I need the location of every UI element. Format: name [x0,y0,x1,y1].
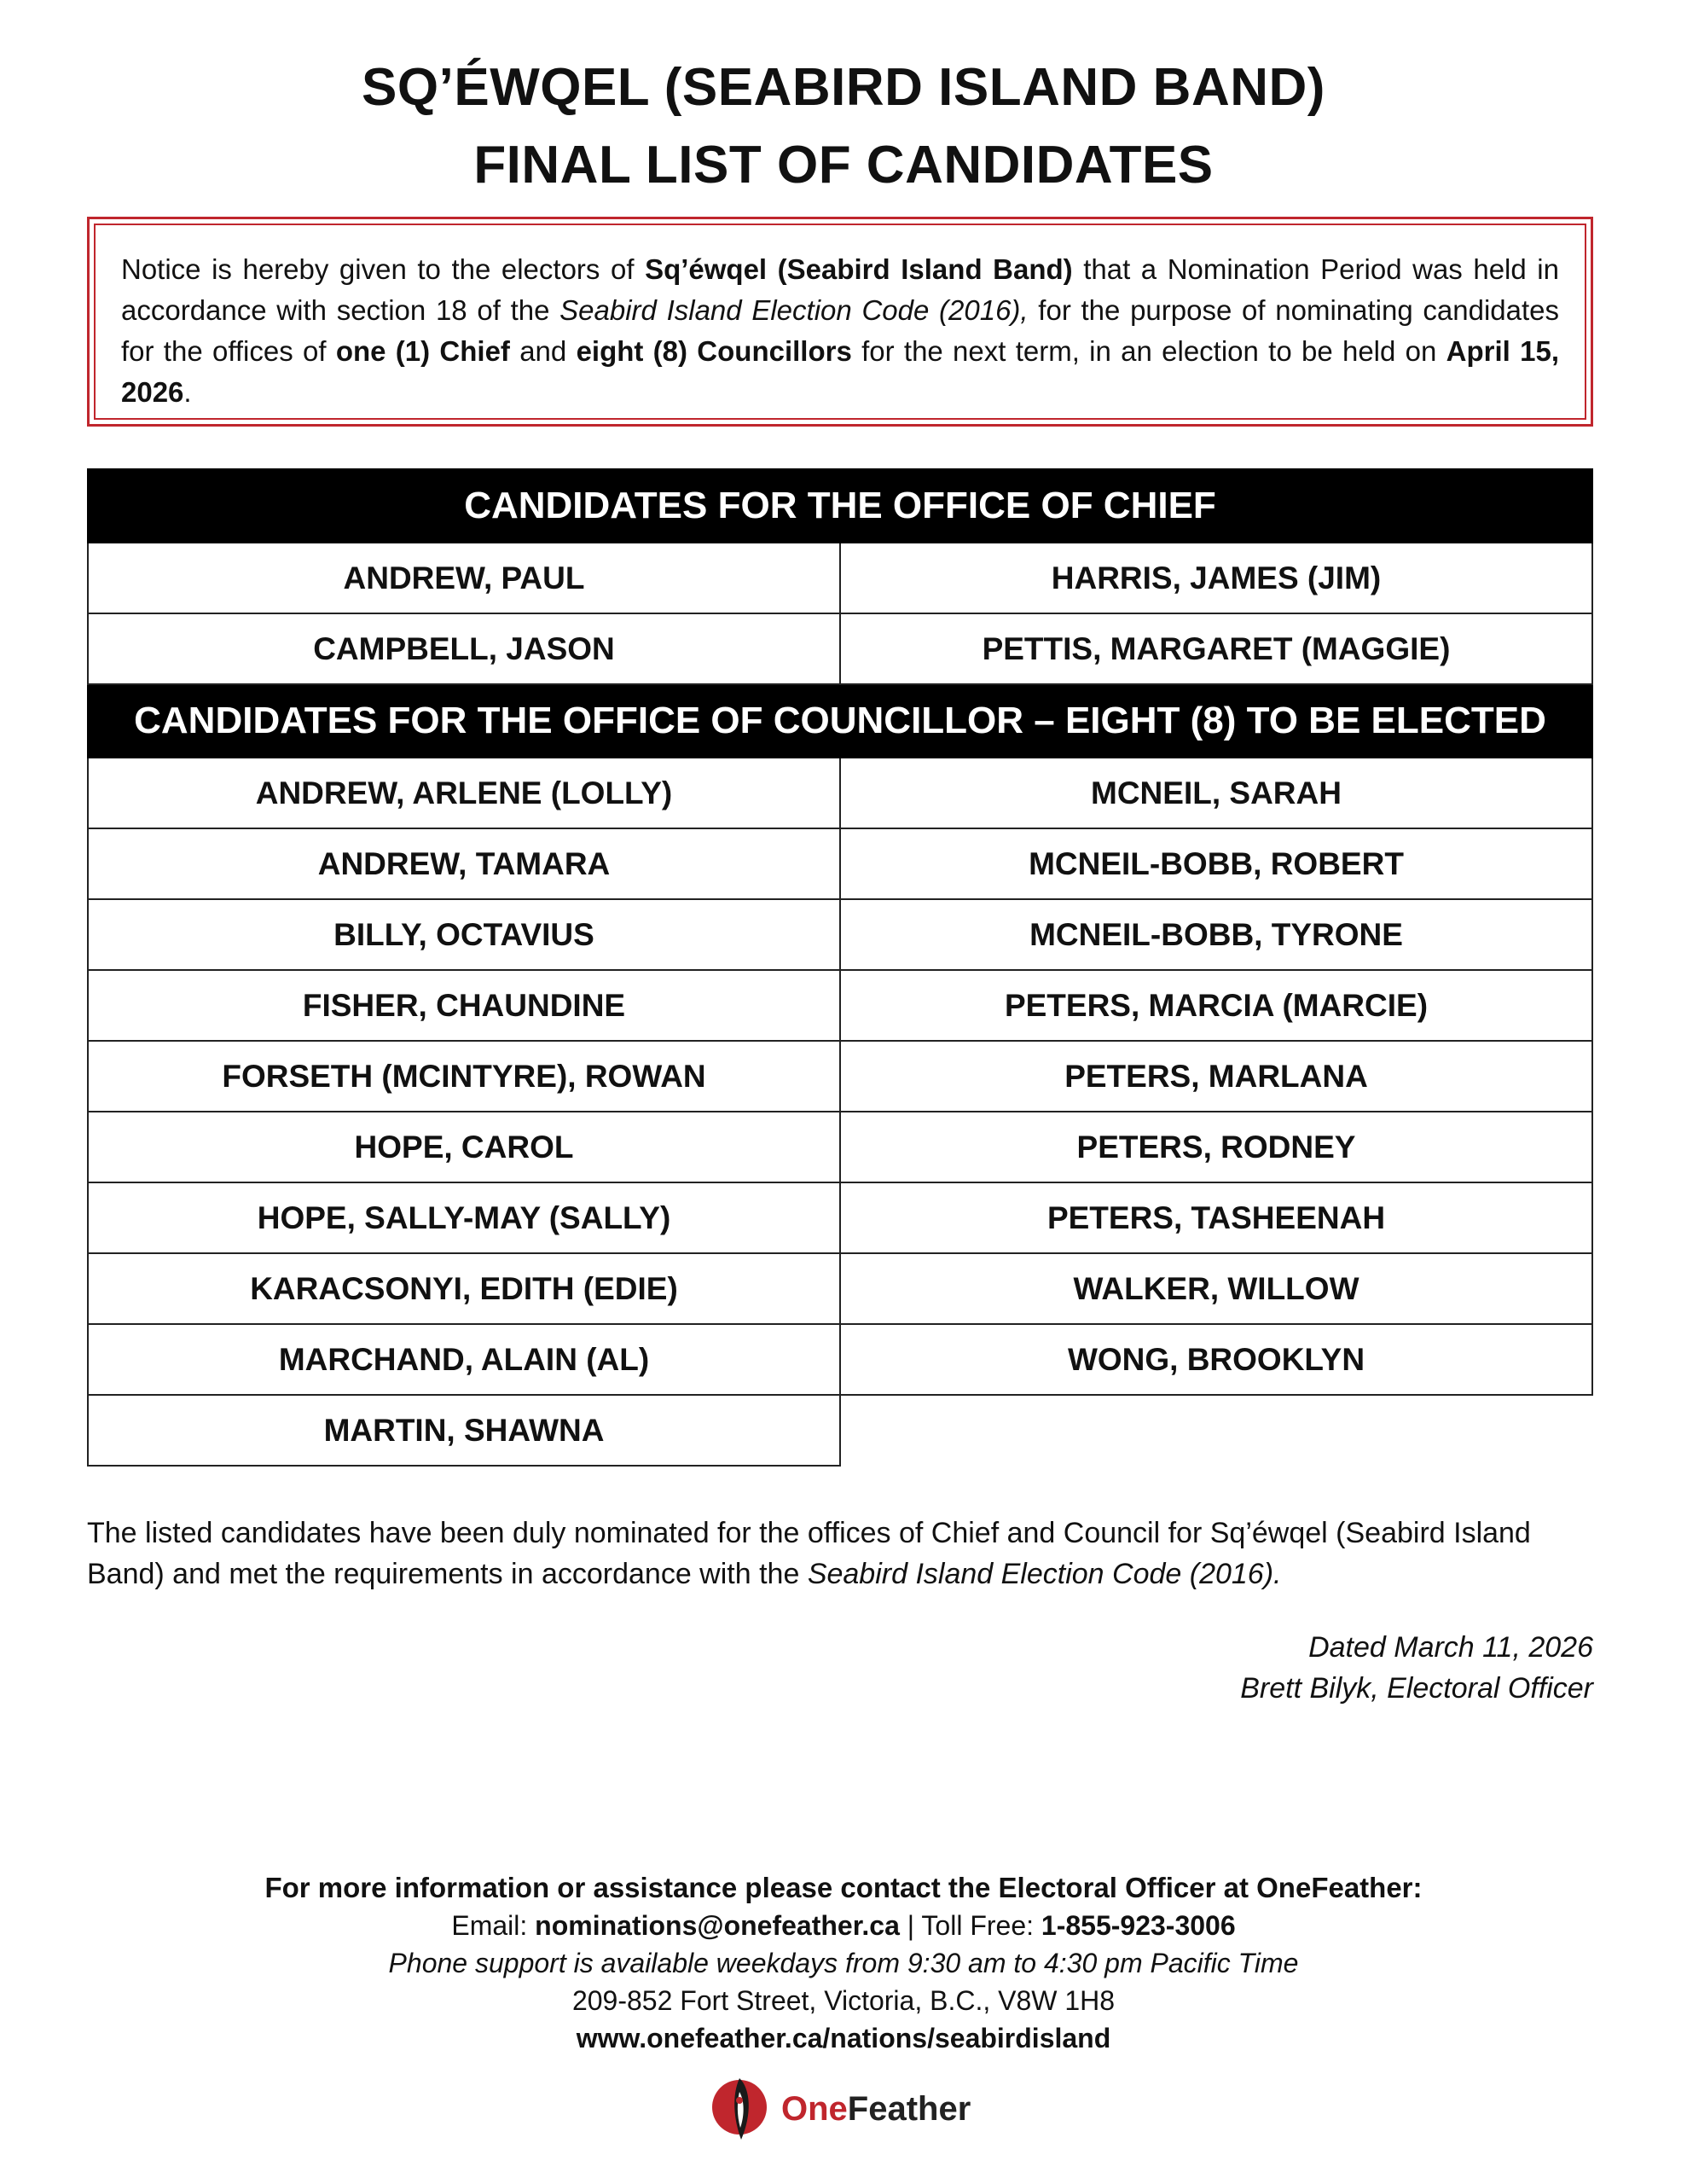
councillor-candidate: BILLY, OCTAVIUS [88,899,840,970]
closing-statement: The listed candidates have been duly nominated for the offices of Chief and Council for Sq’éwqel (Seabird Island Band) and met the requirements in accordance with the Seabird Island Election Code (2016). [87,1517,1531,1590]
table-row [88,1041,1592,1112]
officer-line: Brett Bilyk, Electoral Officer [1240,1672,1593,1705]
chief-candidate: HARRIS, JAMES (JIM) [840,543,1592,613]
candidates-table [87,468,1593,1467]
notice-box [87,217,1593,427]
email-link[interactable]: nominations@onefeather.ca [535,1910,900,1941]
councillor-candidate: PETERS, MARLANA [840,1041,1592,1112]
dated-signature [1240,1627,1593,1709]
contact-email-phone: Email: nominations@onefeather.ca | Toll Free: 1-855-923-3006 [451,1910,1236,1941]
document-title-line1: SQ’ÉWQEL (SEABIRD ISLAND BAND) [362,58,1325,117]
table-row [88,543,1592,613]
councillor-candidate: MARTIN, SHAWNA [88,1395,840,1466]
councillor-candidate: MARCHAND, ALAIN (AL) [88,1324,840,1395]
phone-number[interactable]: 1-855-923-3006 [1041,1910,1236,1941]
chief-candidate: ANDREW, PAUL [88,543,840,613]
contact-hours: Phone support is available weekdays from 9:30 am to 4:30 pm Pacific Time [388,1948,1299,1978]
document-title-line2: FINAL LIST OF CANDIDATES [473,136,1214,195]
feather-logo-icon [708,2075,771,2143]
councillor-candidate: MCNEIL-BOBB, ROBERT [840,828,1592,899]
councillor-candidate: PETERS, MARCIA (MARCIE) [840,970,1592,1041]
chief-candidate: PETTIS, MARGARET (MAGGIE) [840,613,1592,684]
councillor-candidate: PETERS, RODNEY [840,1112,1592,1182]
logo-wordmark: OneFeather [781,2089,971,2128]
table-row [88,970,1592,1041]
chief-candidate: CAMPBELL, JASON [88,613,840,684]
councillor-candidate: HOPE, CAROL [88,1112,840,1182]
contact-address: 209-852 Fort Street, Victoria, B.C., V8W 1H8 [571,1985,1116,2016]
councillor-candidate: FORSETH (MCINTYRE), ROWAN [88,1041,840,1112]
table-row [88,758,1592,828]
notice-text: Notice is hereby given to the electors of Sq’éwqel (Seabird Island Band) that a Nomination Period was held in accordance with section 18 of the Seabird Island Election Code (2016), for the purpose of nominating candidates for the offices of one (1) Chief and eight (8) Councillors for the next term, in an election to be held on April 15, 2026. [94,224,1586,420]
councillor-candidate: WALKER, WILLOW [840,1253,1592,1324]
councillor-candidate: WONG, BROOKLYN [840,1324,1592,1395]
table-row [88,1182,1592,1253]
onefeather-logo [708,2075,971,2143]
councillor-candidate: KARACSONYI, EDITH (EDIE) [88,1253,840,1324]
table-row [88,613,1592,684]
councillor-candidate: ANDREW, TAMARA [88,828,840,899]
table-row [88,828,1592,899]
contact-heading: For more information or assistance please contact the Electoral Officer at OneFeather: [264,1872,1423,1903]
table-row [88,1253,1592,1324]
chief-section-header: CANDIDATES FOR THE OFFICE OF CHIEF [88,469,1592,543]
councillor-candidate: PETERS, TASHEENAH [840,1182,1592,1253]
table-row [88,899,1592,970]
dated-line: Dated March 11, 2026 [1308,1631,1593,1664]
website-link[interactable]: www.onefeather.ca/nations/seabirdisland [576,2023,1111,2053]
table-row [88,1395,1592,1466]
councillor-section-header: CANDIDATES FOR THE OFFICE OF COUNCILLOR – EIGHT (8) TO BE ELECTED [88,684,1592,758]
councillor-candidate: MCNEIL-BOBB, TYRONE [840,899,1592,970]
councillor-candidate: HOPE, SALLY-MAY (SALLY) [88,1182,840,1253]
table-row [88,1324,1592,1395]
councillor-candidate: FISHER, CHAUNDINE [88,970,840,1041]
contact-info [0,1869,1687,2057]
councillor-candidate: ANDREW, ARLENE (LOLLY) [88,758,840,828]
councillor-candidate: MCNEIL, SARAH [840,758,1592,828]
empty-cell [840,1395,1592,1466]
table-row [88,1112,1592,1182]
